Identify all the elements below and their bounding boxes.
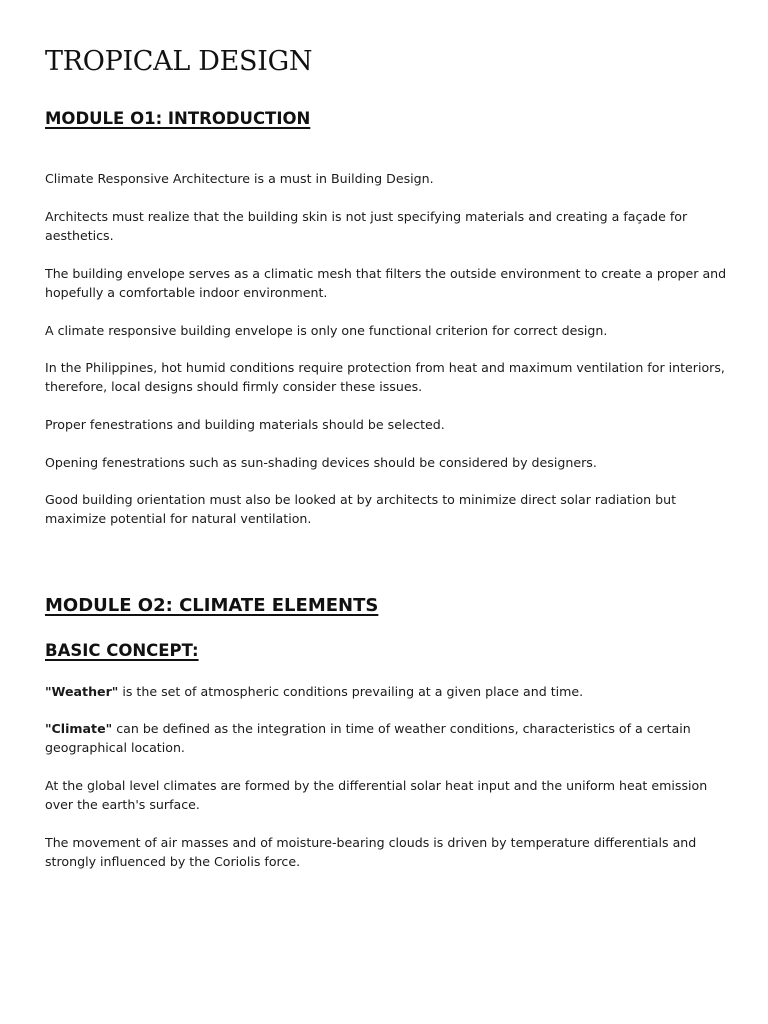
paragraph: The building envelope serves as a climatic mesh that filters the outside environment to create a proper and hopefully a comfortable indoor environment. xyxy=(45,266,727,300)
module-2-heading: MODULE O2: CLIMATE ELEMENTS xyxy=(45,595,379,616)
weather-definition xyxy=(45,682,735,701)
paragraph: Architects must realize that the building skin is not just specifying materials and creating a façade for aesthetics. xyxy=(45,209,688,243)
paragraph: In the Philippines, hot humid conditions require protection from heat and maximum ventilation for interiors, therefore, local designs should firmly consider these issues. xyxy=(45,360,725,394)
basic-concept-heading: BASIC CONCEPT: xyxy=(45,641,199,660)
paragraph: Climate Responsive Architecture is a must in Building Design. xyxy=(45,171,434,186)
module-1-heading: MODULE O1: INTRODUCTION xyxy=(45,109,311,128)
paragraph: Good building orientation must also be looked at by architects to minimize direct solar radiation but maximize potential for natural ventilation. xyxy=(45,492,677,526)
climate-text: can be defined as the integration in time of weather conditions, characteristics of a certain geographical location. xyxy=(45,721,691,755)
climate-definition xyxy=(45,719,735,757)
paragraph: The movement of air masses and of moisture-bearing clouds is driven by temperature differentials and strongly influenced by the Coriolis force. xyxy=(45,835,697,869)
document-title: TROPICAL DESIGN xyxy=(45,46,313,77)
paragraph: At the global level climates are formed by the differential solar heat input and the uniform heat emission over the earth's surface. xyxy=(45,778,708,812)
paragraph: Opening fenestrations such as sun-shading devices should be considered by designers. xyxy=(45,455,597,470)
climate-term: "Climate" xyxy=(45,721,113,736)
weather-term: "Weather" xyxy=(45,684,119,699)
paragraph: Proper fenestrations and building materials should be selected. xyxy=(45,417,445,432)
weather-text: is the set of atmospheric conditions prevailing at a given place and time. xyxy=(118,684,584,699)
paragraph: A climate responsive building envelope is only one functional criterion for correct design. xyxy=(45,323,608,338)
